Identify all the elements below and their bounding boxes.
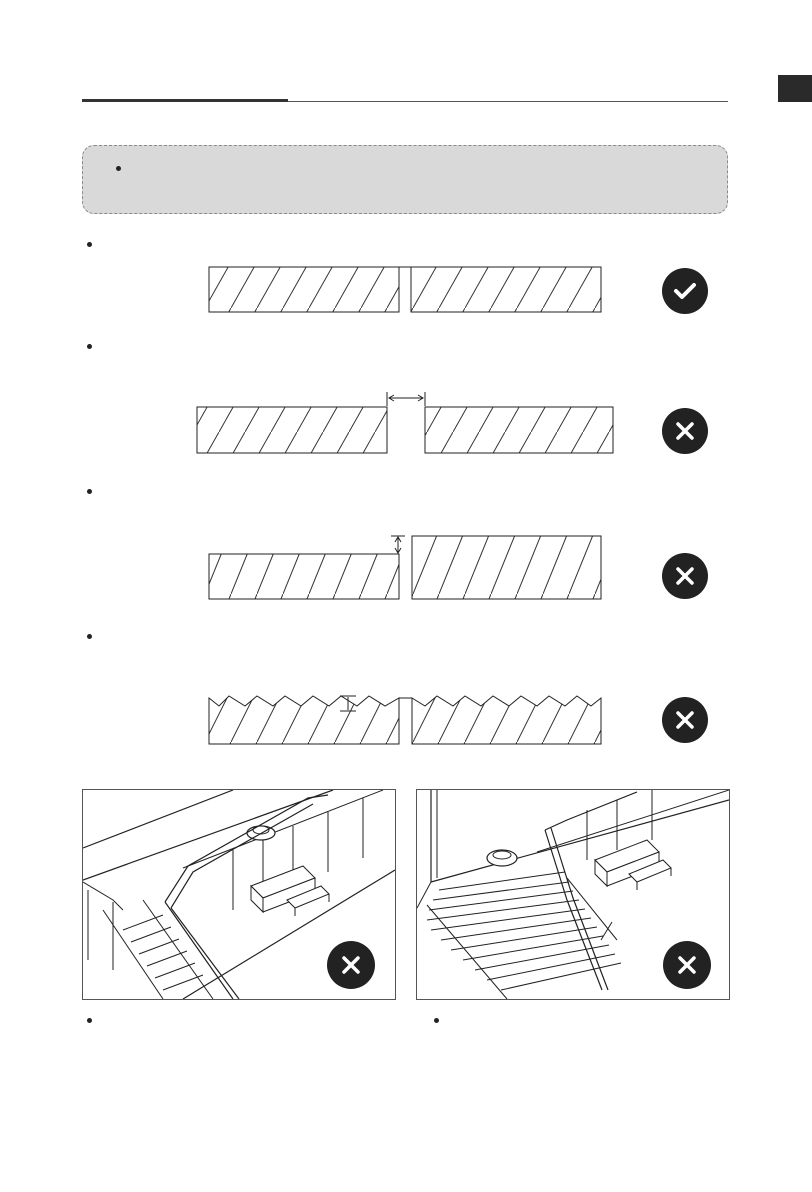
floor-slab-left xyxy=(209,554,399,599)
stairs-illustration-2 xyxy=(416,789,730,1000)
condition-2-bullet xyxy=(87,344,92,349)
floor-slab-left xyxy=(209,696,399,744)
illustration-1-bullet xyxy=(87,1018,92,1023)
illustration-2-badge xyxy=(663,941,711,989)
result-badge-4 xyxy=(662,697,708,743)
result-badge-3 xyxy=(662,553,708,599)
side-tab xyxy=(778,75,812,102)
cross-icon xyxy=(675,953,699,977)
uneven-floor-diagram xyxy=(205,690,605,748)
flat-floor-diagram xyxy=(205,262,605,318)
illustration-1-badge xyxy=(327,941,375,989)
result-badge-2 xyxy=(662,408,708,454)
condition-4-bullet xyxy=(87,634,92,639)
floor-slab-right xyxy=(412,536,601,599)
gap-floor-diagram xyxy=(193,386,618,458)
header-rule-thick xyxy=(82,99,288,102)
cross-icon xyxy=(673,708,697,732)
cross-icon xyxy=(673,564,697,588)
floor-slab-left xyxy=(197,407,387,453)
step-floor-diagram xyxy=(205,530,605,602)
result-badge-1 xyxy=(662,268,708,314)
floor-slab-right xyxy=(411,267,601,312)
floor-slab-left xyxy=(209,267,399,312)
condition-3-bullet xyxy=(87,489,92,494)
check-icon xyxy=(672,278,698,304)
illustration-2-bullet xyxy=(434,1018,439,1023)
header-rule-thin xyxy=(288,101,728,102)
cross-icon xyxy=(339,953,363,977)
note-bullet xyxy=(116,166,121,171)
condition-1-bullet xyxy=(87,242,92,247)
floor-slab-right xyxy=(412,696,601,744)
floor-slab-right xyxy=(425,407,613,453)
cross-icon xyxy=(673,419,697,443)
stairs-illustration-1 xyxy=(82,789,396,1000)
note-box xyxy=(82,145,728,214)
sofa-drawing xyxy=(595,840,671,890)
